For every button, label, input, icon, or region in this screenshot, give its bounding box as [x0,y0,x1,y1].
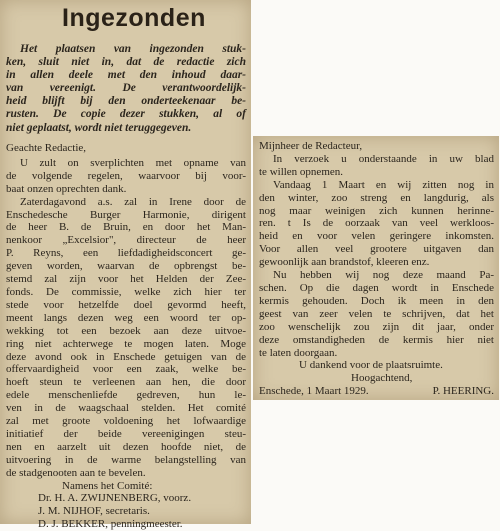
intro-line: Het plaatsen van ingezonden stuk- [20,43,246,55]
place-date: Enschede, 1 Maart 1929. [259,385,369,398]
body-line: nen en aarzelt uit dezen hoofde niet, de [6,440,246,453]
body-line: heid en voor velen geringere inkomsten. [259,230,494,243]
body-line: de heer B. de Bruin, en door het Man- [6,221,246,234]
right-newspaper-clipping [253,136,499,400]
signature-line: D. J. BEKKER, penningmeester. [38,518,183,531]
body-line: edele menschenliefde gedreven, hun le- [6,389,246,402]
body-line: fonds. De commissie, welke zich hier ter [6,285,246,298]
closing-thanks: U dankend voor de plaatsruimte. [299,359,443,372]
intro-line: niet geplaatst, wordt niet teruggegeven. [6,121,192,134]
body-line: stemd zal zijn voor het Helden der Zee- [6,273,246,286]
body-line: te laten doorgaan. [259,346,338,359]
dateline [259,385,494,398]
intro-line: ken, sluit niet in, dat de redactie zich [6,56,246,69]
body-line: ven in de waagschaal stelden. Het comité [6,402,246,415]
editorial-disclaimer [6,43,246,135]
body-line: Voor allen veel grootere uitgaven dan [259,243,494,256]
body-line: zoo wenschelijk zou zijn dit jaar, onder [259,320,494,333]
body-line: P. Reyns, een liefdadigheidsconcert ge- [6,247,246,260]
body-line: hoeft steun te verleenen aan hen, die door [6,376,246,389]
body-line: uitvoering in de warme belangstelling van [6,453,246,466]
body-line: te willen opnemen. [259,165,344,178]
body-line: geven worden, waarvan de opbrengst be- [6,260,246,273]
signature-line: J. M. NIJHOF, secretaris. [38,505,150,518]
body-line: kermis gehouden. Doch ik meen in den [259,294,494,307]
signature-line: Dr. H. A. ZWIJNENBERG, voorz. [38,492,192,505]
body-line: ren. t Is de oorzaak van veel werkloos- [259,217,494,230]
body-line: zal met groote voldoening het lofwaardige [6,415,246,428]
body-line: de volgende regelen, waarvoor bij voor- [6,169,246,182]
body-line: den winter, zoo streng en langdurig, als [259,191,494,204]
body-line: ring niet achterwege te mogen laten. Moge [6,337,246,350]
body-line: deze avond ook in Enschede getuigen van de [6,350,246,363]
body-line: deze omstandigheden de kermis hier niet [259,333,494,346]
body-line: offervaardigheid voor een zaak, welke be- [6,363,246,376]
body-line: baat onzen oprechten dank. [6,182,127,195]
body-line: In verzoek u onderstaande in uw blad [273,152,494,165]
body-line: Enschedesche Burger Harmonie, dirigent [6,208,246,221]
body-line: stede voor hetzelfde doel gevormd heeft, [6,298,246,311]
body-line: U zult on sverplichten met opname van [20,156,246,169]
body-line: meent langs dezen weg een woord ter op- [6,311,246,324]
body-line: de stadgenooten aan te bevelen. [6,466,146,479]
intro-line: van vereenigt. De verantwoordelijk- [6,82,246,95]
body-line: nog maar weinigen zich kunnen herinne- [259,204,494,217]
body-line: initiatief der beide vereenigingen steu- [6,427,246,440]
intro-line: heid blijft bij den onderteekenaar be- [6,95,246,108]
letter-body-right [259,140,494,398]
body-line: nenkoor „Excelsior", directeur de heer [6,234,246,247]
intro-line: in allen deele met den inhoud daar- [6,69,246,82]
body-line: geest van zeer velen te schrijven, dat het [259,307,494,320]
signature-heading: Namens het Comité: [62,479,153,492]
page-title: Ingezonden [62,4,206,32]
letter-salutation: Geachte Redactie, [6,142,87,154]
letter-salutation: Mijnheer de Redacteur, [259,140,363,152]
body-line: wekking tot een bezoek aan deze uitvoe- [6,324,246,337]
intro-line: rusten. De copie dezer stukken, al of [6,108,246,121]
body-line: Nu hebben wij nog deze maand Pa- [273,269,494,282]
signer-name: P. HEERING. [432,385,494,398]
body-line: gewoonlijk aan brandstof, kleeren enz. [259,256,430,269]
letter-body-left [6,142,246,531]
body-line: Vandaag 1 Maart en wij zitten nog in [273,178,494,191]
closing-greeting: Hoogachtend, [351,372,413,385]
body-line: Zaterdagavond a.s. zal in Irene door de [20,195,246,208]
body-line: schen. Op die dagen wordt in Enschede [259,281,494,294]
